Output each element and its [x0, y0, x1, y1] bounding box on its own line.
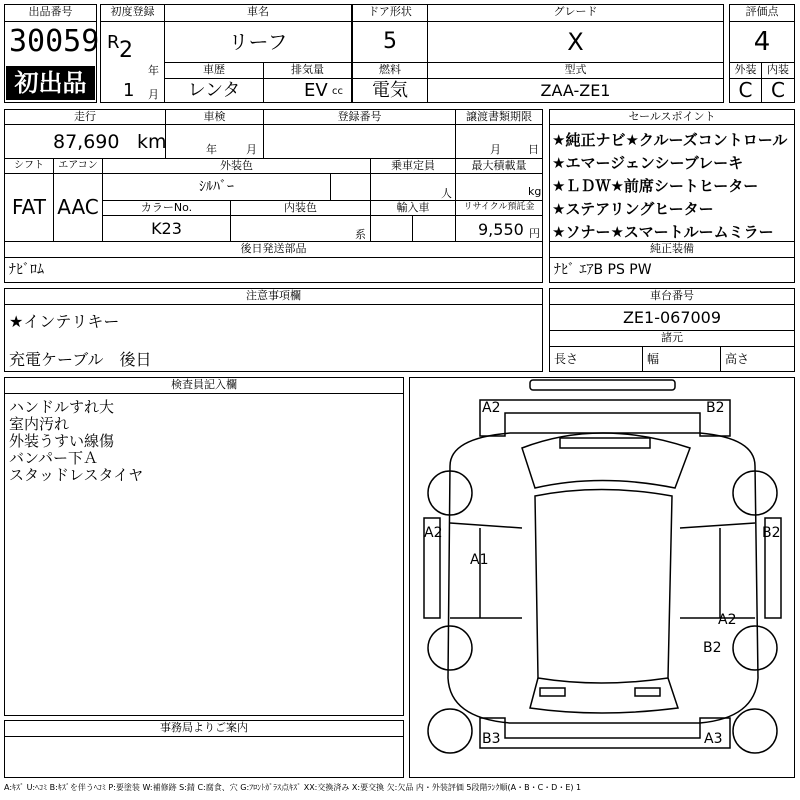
capacity-label: 乗車定員	[370, 158, 456, 174]
grade: X	[427, 21, 724, 63]
transfer-month-unit: 月	[490, 143, 501, 156]
import-cell-b	[412, 215, 456, 242]
sales-point: ★エマージェンシーブレーキ	[552, 154, 744, 172]
first-registration-label: 初度登録	[100, 4, 165, 22]
inspector-label: 検査員記入欄	[4, 377, 404, 394]
interior-color-unit: 系	[355, 228, 366, 241]
model-code: ZAA-ZE1	[427, 78, 724, 103]
inspection-year-unit: 年	[206, 143, 217, 156]
sales-point: ★純正ナビ★クルーズコントロール	[552, 131, 788, 149]
later-parts-label: 後日発送部品	[4, 241, 543, 258]
sales-points	[549, 124, 795, 242]
notes-label: 注意事項欄	[4, 288, 543, 305]
registration-label: 登録番号	[263, 109, 456, 125]
model-code-label: 型式	[427, 62, 724, 79]
inspection-month-unit: 月	[246, 143, 257, 156]
max-load-unit: kg	[528, 185, 542, 198]
displacement-cell	[263, 78, 352, 103]
month-unit: 月	[148, 88, 159, 101]
shift: FAT	[4, 173, 54, 242]
aircon: AAC	[53, 173, 103, 242]
transfer-deadline-label: 譲渡書類期限	[455, 109, 543, 125]
interior-color-cell	[230, 215, 371, 242]
shift-label: シフト	[4, 158, 54, 174]
exterior-color-extra	[330, 173, 371, 201]
exterior-grade-label: 外装	[729, 62, 762, 79]
inspector-line: 室内汚れ	[9, 415, 70, 433]
genuine-equipment-label: 純正装備	[549, 241, 795, 258]
chassis-label: 車台番号	[549, 288, 795, 305]
note-line: 充電ケーブル 後日	[9, 350, 152, 369]
damage-mark: B2	[762, 525, 781, 541]
import-cell-a	[370, 215, 413, 242]
transfer-day-unit: 日	[528, 143, 539, 156]
inspector-line: スタッドレスタイヤ	[9, 466, 144, 484]
recycle-fee: 9,550	[478, 220, 524, 239]
first-listing-badge: 初出品	[6, 66, 95, 100]
recycle-unit: 円	[529, 227, 540, 240]
mileage-label: 走行	[4, 109, 166, 125]
first-registration-cell	[100, 21, 165, 103]
max-load-label: 最大積載量	[455, 158, 543, 174]
mileage: 87,690	[53, 131, 120, 153]
inspector-line: バンパー下Ａ	[9, 449, 98, 467]
max-load-cell	[455, 173, 543, 201]
lot-number: 30059	[9, 24, 100, 59]
office-label: 事務局よりご案内	[4, 720, 404, 737]
damage-mark: A1	[470, 552, 489, 568]
notes	[4, 304, 543, 372]
era: R	[107, 32, 120, 53]
inspector-line: 外装うすい線傷	[9, 432, 115, 450]
capacity-unit: 人	[441, 187, 452, 200]
width-label: 幅	[642, 346, 721, 372]
genuine-equipment: ﾅﾋﾞ ｴｱB PS PW	[549, 257, 795, 283]
registration-number	[263, 124, 456, 159]
height-label: 高さ	[720, 346, 795, 372]
fuel-label: 燃料	[352, 62, 428, 79]
score: 4	[729, 21, 795, 63]
interior-color-label: 内装色	[230, 200, 371, 216]
displacement: EV	[304, 80, 328, 101]
mileage-cell	[4, 124, 166, 159]
car-name-label: 車名	[164, 4, 352, 22]
car-outline	[410, 378, 794, 777]
color-no: K23	[102, 215, 231, 242]
damage-diagram	[409, 377, 795, 778]
year-unit: 年	[148, 64, 159, 77]
displacement-unit: cc	[332, 86, 343, 97]
exterior-grade: C	[729, 78, 762, 103]
history-label: 車歴	[164, 62, 264, 79]
recycle-cell	[455, 215, 543, 242]
door-type-label: ドア形状	[352, 4, 428, 22]
damage-mark: B2	[706, 400, 725, 416]
reg-month: 1	[123, 80, 135, 101]
exterior-color-label: 外装色	[102, 158, 371, 174]
lot-number-label: 出品番号	[4, 4, 97, 22]
score-label: 評価点	[729, 4, 795, 22]
inspector-notes	[4, 393, 404, 716]
note-line: ★インテリキー	[9, 312, 120, 331]
door-type: 5	[352, 21, 428, 63]
office-notes	[4, 736, 404, 778]
import-label: 輸入車	[370, 200, 456, 216]
specs-label: 諸元	[549, 330, 795, 347]
sales-point: ★ソナー★スマートルームミラー	[552, 223, 774, 241]
legend-footer: A:ｷｽﾞ U:ﾍｺﾐ B:ｷｽﾞを伴うﾍｺﾐ P:要塗装 W:補修跡 S:錆 C:腐食、穴 G:ﾌﾛﾝﾄｶﾞﾗｽ点ｷｽﾞ XX:交換済み X:要交換 欠:欠品 内・外装評価 5段階ﾗﾝｸ順(A・B・C・D・E) 1	[4, 783, 582, 792]
length-label: 長さ	[549, 346, 643, 372]
inspector-line: ハンドルすれ大	[9, 398, 115, 416]
color-no-label: カラーNo.	[102, 200, 231, 216]
damage-mark: A2	[482, 400, 501, 416]
fuel: 電気	[352, 78, 428, 103]
aircon-label: エアコン	[53, 158, 103, 174]
sales-point: ★ＬＤＷ★前席シートヒーター	[552, 177, 759, 195]
damage-mark: A2	[718, 612, 737, 628]
later-parts: ﾅﾋﾞﾛﾑ	[4, 257, 543, 283]
chassis-number: ZE1-067009	[549, 304, 795, 331]
interior-grade: C	[761, 78, 795, 103]
inspection-cell	[165, 124, 264, 159]
car-name: リーフ	[164, 21, 352, 63]
inspection-label: 車検	[165, 109, 264, 125]
interior-grade-label: 内装	[761, 62, 795, 79]
damage-mark: A2	[424, 525, 443, 541]
displacement-label: 排気量	[263, 62, 352, 79]
history: レンタ	[164, 78, 264, 103]
damage-mark: B2	[703, 640, 722, 656]
transfer-deadline-cell	[455, 124, 543, 159]
sales-point: ★ステアリングヒーター	[552, 200, 714, 218]
grade-label: グレード	[427, 4, 724, 22]
exterior-color: ｼﾙﾊﾞｰ	[102, 173, 331, 201]
damage-mark: A3	[704, 731, 723, 747]
damage-mark: B3	[482, 731, 501, 747]
capacity-cell	[370, 173, 456, 201]
recycle-label: リサイクル預託金	[455, 200, 543, 216]
reg-year: 2	[119, 38, 133, 63]
sales-points-label: セールスポイント	[549, 109, 795, 125]
mileage-unit: km	[137, 131, 167, 153]
